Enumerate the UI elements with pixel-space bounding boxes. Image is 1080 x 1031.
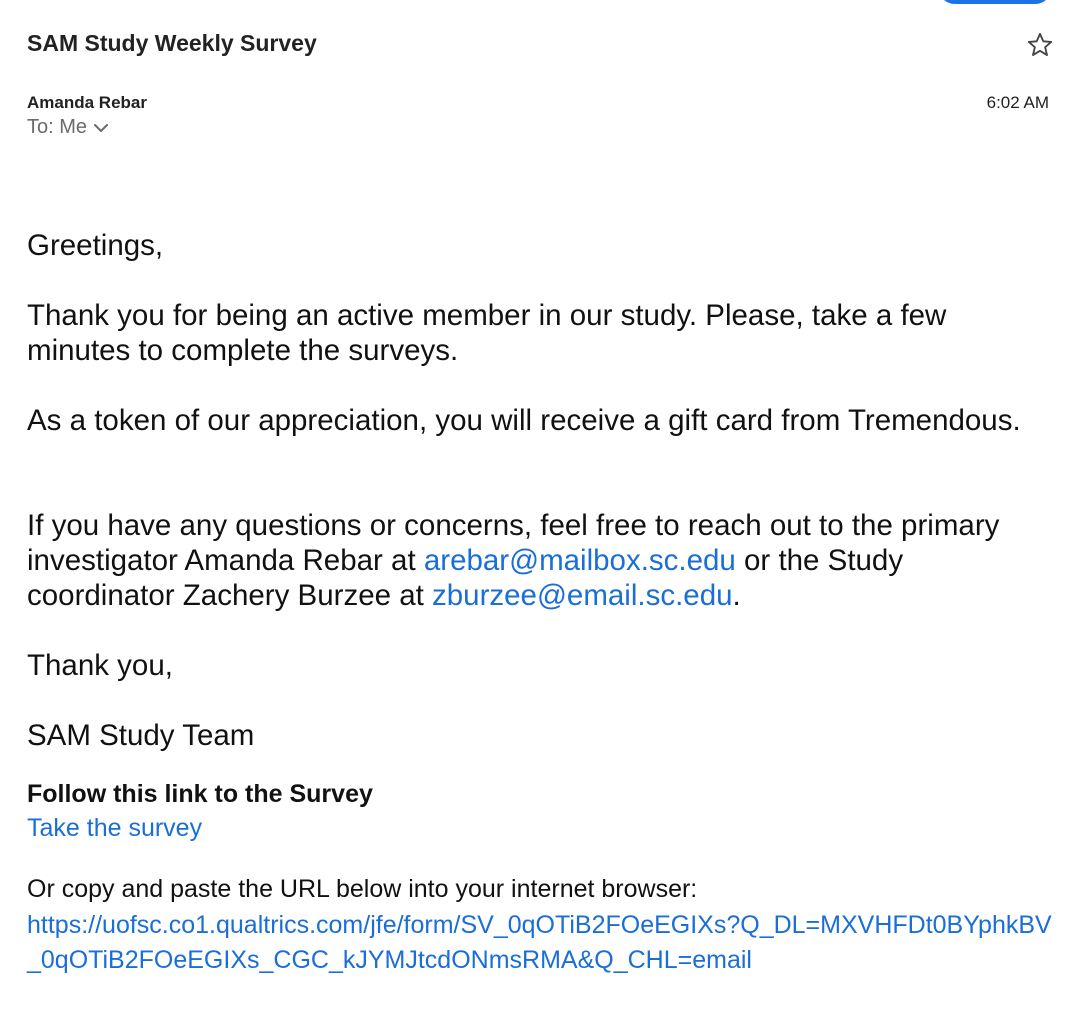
copy-url-instruction: Or copy and paste the URL below into your internet browser:	[27, 875, 698, 903]
thanks-paragraph: Thank you for being an active member in our study. Please, take a few minutes to complete the surveys.	[27, 299, 947, 367]
star-icon[interactable]	[1026, 31, 1054, 59]
recipients-label: To: Me	[27, 116, 88, 138]
email-subject: SAM Study Weekly Survey	[27, 30, 317, 56]
take-survey-link[interactable]: Take the survey	[27, 814, 203, 842]
signature: SAM Study Team	[27, 719, 255, 752]
sender-name[interactable]: Amanda Rebar	[27, 93, 147, 112]
survey-url-link[interactable]: https://uofsc.co1.qualtrics.com/jfe/form/SV_0qOTiB2FOeEGIXs?Q_DL=MXVHFDt0BYphkBV_0qOTiB2FOeEGIXs_CGC_kJYMJtcdONmsRMA&Q_CHL=email	[27, 911, 1052, 974]
contact-text-a: If you have any questions or concerns, feel free to reach out to the primary investigator Amanda Rebar at	[27, 509, 1000, 577]
follow-link-title: Follow this link to the Survey	[27, 780, 373, 808]
contact-paragraph	[27, 508, 1057, 613]
top-action-button[interactable]	[938, 0, 1052, 4]
received-time: 6:02 AM	[986, 93, 1049, 112]
pi-email-link[interactable]: arebar@mailbox.sc.edu	[423, 544, 736, 577]
token-paragraph: As a token of our appreciation, you will receive a gift card from Tremendous.	[27, 404, 1021, 437]
recipients-toggle[interactable]	[27, 116, 109, 139]
chevron-down-icon	[93, 123, 109, 133]
contact-text-b: or the Study coordinator Zachery Burzee at	[27, 544, 904, 612]
closing: Thank you,	[27, 649, 173, 682]
contact-text-c: .	[732, 579, 741, 612]
greeting: Greetings,	[27, 229, 164, 262]
coordinator-email-link[interactable]: zburzee@email.sc.edu	[432, 579, 733, 612]
